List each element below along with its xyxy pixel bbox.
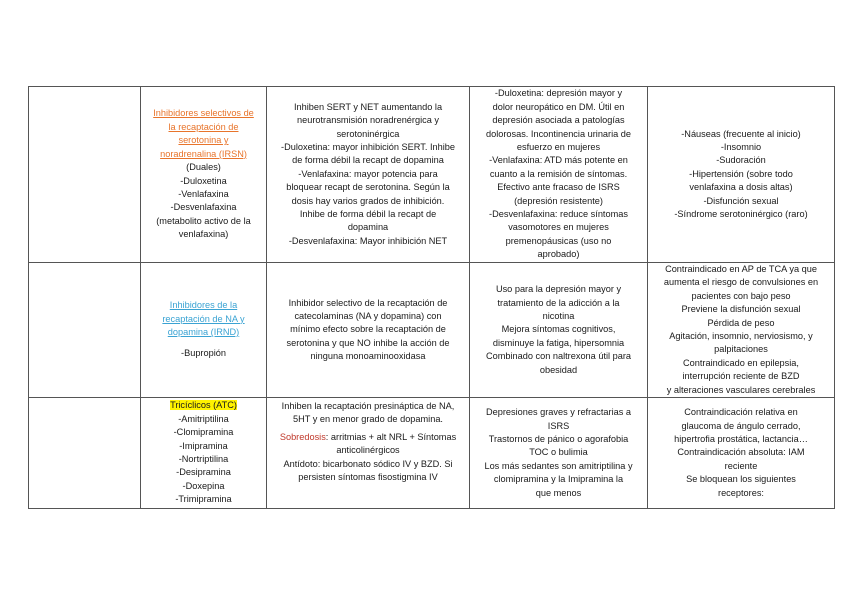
adverse-line: Agitación, insomnio, nerviosismo, y [669, 331, 813, 342]
adverse-line: -Hipertensión (sobre todo [689, 168, 793, 179]
mechanism-line: bloquear recapt de serotonina. Según la [286, 182, 450, 193]
adverse-line: pacientes con bajo peso [691, 290, 791, 301]
drug-line: -Clomipramina [173, 427, 234, 438]
adverse-effects-cell [648, 87, 835, 263]
adverse-line: Contraindicado en AP de TCA ya que [665, 264, 817, 274]
group-cell [29, 263, 141, 398]
indication-line: Mejora síntomas cognitivos, [501, 324, 616, 335]
adverse-line: reciente [724, 460, 758, 471]
table-row [29, 87, 835, 263]
mechanism-cell [267, 87, 470, 263]
mechanism-line: -Venlafaxina: mayor potencia para [298, 168, 438, 179]
drug-line: -Trimipramina [175, 494, 232, 505]
mechanism-line: Inhibe de forma débil la recapt de [299, 209, 437, 220]
drug-line: -Duloxetina [180, 175, 227, 186]
drug-class-title-line: Inhibidores de la [169, 300, 238, 311]
adverse-line: y alteraciones vasculares cerebrales [666, 384, 816, 395]
drug-class-title-line: Inhibidores selectivos de [153, 108, 254, 119]
adverse-line: -Insomnio [720, 141, 762, 152]
mechanism-line: catecolaminas (NA y dopamina) con [294, 310, 442, 321]
indication-line: aprobado) [537, 249, 580, 260]
mechanism-line: dopamina [347, 222, 389, 233]
overdose-text: : arritmias + alt NRL + Síntomas [325, 431, 457, 442]
indication-line: (depresión resistente) [514, 195, 603, 206]
drug-line: (metabolito activo de la [156, 215, 251, 226]
adverse-line: interrupción reciente de BZD [682, 371, 800, 382]
mechanism-line: serotonina y que NO inhibe la acción de [286, 337, 450, 348]
drug-class-cell [141, 87, 267, 263]
mechanism-line: Inhibidor selectivo de la recaptación de [288, 297, 448, 308]
drug-line: -Desipramina [176, 467, 231, 478]
indication-line: premenopáusicas (uso no [505, 235, 612, 246]
indications-cell [470, 87, 648, 263]
indication-line: que menos [535, 487, 582, 498]
mechanism-line: ninguna monoaminooxidasa [310, 351, 426, 362]
indication-line: Combinado con naltrexona útil para [485, 351, 632, 362]
drug-line: venlafaxina) [178, 229, 229, 240]
indication-line: dolor neuropático en DM. Útil en [492, 101, 625, 112]
drug-class-title-line: noradrenalina (IRSN) [160, 148, 247, 159]
mechanism-line: -Desvenlafaxina: Mayor inhibición NET [288, 235, 448, 246]
mechanism-line: 5HT y en menor grado de dopamina. [293, 414, 443, 425]
adverse-line: -Sudoración [716, 155, 766, 166]
mechanism-cell [267, 398, 470, 509]
indication-line: Trastornos de pánico o agorafobia [488, 433, 629, 444]
drug-line: -Bupropión [181, 348, 226, 359]
indication-line: ISRS [547, 420, 570, 431]
adverse-line: -Náuseas (frecuente al inicio) [681, 128, 801, 139]
mechanism-line: de forma débil la recapt de dopamina [292, 155, 444, 166]
indications-cell [470, 398, 648, 509]
indication-line: -Desvenlafaxina: reduce síntomas [489, 209, 628, 220]
group-cell [29, 398, 141, 509]
mechanism-line: Inhiben SERT y NET aumentando la [293, 101, 443, 112]
indications-cell [470, 263, 648, 398]
adverse-line: Contraindicación relativa en [684, 407, 798, 418]
indication-line: obesidad [539, 364, 578, 375]
adverse-line: venlafaxina a dosis altas) [689, 182, 793, 193]
drug-line: -Imipramina [179, 440, 228, 451]
adverse-effects-cell [648, 263, 835, 398]
adverse-line: palpitaciones [714, 344, 768, 355]
indication-line: nicotina [542, 310, 575, 321]
indication-line: Uso para la depresión mayor y [495, 284, 622, 295]
drug-line: -Nortriptilina [178, 454, 229, 465]
indication-line: -Venlafaxina: ATD más potente en [489, 155, 628, 166]
adverse-line: Contraindicación absoluta: IAM [677, 447, 805, 458]
adverse-line: glaucoma de ángulo cerrado, [681, 420, 801, 431]
drug-line: (Duales) [186, 162, 221, 173]
indication-line: Efectivo ante fracaso de ISRS [497, 182, 620, 193]
indication-line: TOC o bulimia [529, 447, 588, 458]
indication-line: cuanto a la remisión de síntomas. [489, 168, 628, 179]
adverse-line: Pérdida de peso [707, 317, 775, 328]
indication-line: depresión asociada a patologías [492, 115, 625, 126]
adverse-effects-cell [648, 398, 835, 509]
drug-class-cell [141, 263, 267, 398]
adverse-line: Se bloquean los siguientes [686, 474, 796, 485]
mechanism-line: dosis hay varios grados de inhibición. [291, 195, 445, 206]
mechanism-line: neurotransmisión noradrenérgica y [297, 115, 439, 126]
indication-line: clomipramina y la Imipramina la [493, 474, 624, 485]
mechanism-line: mínimo efecto sobre la recaptación de [290, 324, 446, 335]
indication-line: Los más sedantes son amitriptilina y [484, 460, 633, 471]
drug-table [28, 86, 835, 509]
adverse-line: Contraindicado en epilepsia, [683, 357, 799, 368]
drug-class-title-line: serotonina y [178, 135, 229, 146]
indication-line: -Duloxetina: depresión mayor y [494, 88, 623, 99]
drug-line: -Venlafaxina [178, 188, 229, 199]
indication-line: dolorosas. Incontinencia urinaria de [485, 128, 632, 139]
adverse-line: Previene la disfunción sexual [681, 304, 801, 315]
drug-class-title-line: la recaptación de [168, 121, 239, 132]
drug-line: -Amitriptilina [178, 413, 229, 424]
indication-line: Depresiones graves y refractarias a [485, 407, 632, 418]
mechanism-line: -Duloxetina: mayor inhibición SERT. Inhibe [281, 141, 455, 152]
adverse-line: hipertrofia prostática, lactancia… [674, 433, 808, 444]
mechanism-line: Inhiben la recaptación presináptica de NA, [281, 401, 455, 412]
mechanism-line: anticolinérgicos [336, 445, 400, 456]
overdose-label: Sobredosis [279, 431, 326, 442]
table-row [29, 398, 835, 509]
adverse-line: receptores: [718, 487, 764, 498]
drug-line: -Desvenlafaxina [170, 202, 237, 213]
drug-class-title: Tricíclicos (ATC) [170, 400, 237, 411]
group-cell [29, 87, 141, 263]
mechanism-line: persisten síntomas fisostigmina IV [298, 472, 438, 483]
indication-line: tratamiento de la adicción a la [497, 297, 620, 308]
table-row [29, 263, 835, 398]
mechanism-cell [267, 263, 470, 398]
drug-line: -Doxepina [182, 480, 225, 491]
drug-class-cell [141, 398, 267, 509]
adverse-line: -Disfunción sexual [703, 195, 779, 206]
drug-class-title-line: recaptación de NA y [162, 313, 245, 324]
indication-line: disminuye la fatiga, hipersomnia [492, 337, 625, 348]
adverse-line: -Síndrome serotoninérgico (raro) [674, 209, 808, 220]
indication-line: esfuerzo en mujeres [516, 141, 601, 152]
indication-line: vasomotores en mujeres [508, 222, 609, 233]
mechanism-line: Antídoto: bicarbonato sódico IV y BZD. Si [283, 458, 453, 469]
drug-class-title-line: dopamina (IRND) [167, 327, 240, 338]
adverse-line: aumenta el riesgo de convulsiones en [663, 277, 819, 288]
mechanism-line: serotoninérgica [336, 128, 400, 139]
